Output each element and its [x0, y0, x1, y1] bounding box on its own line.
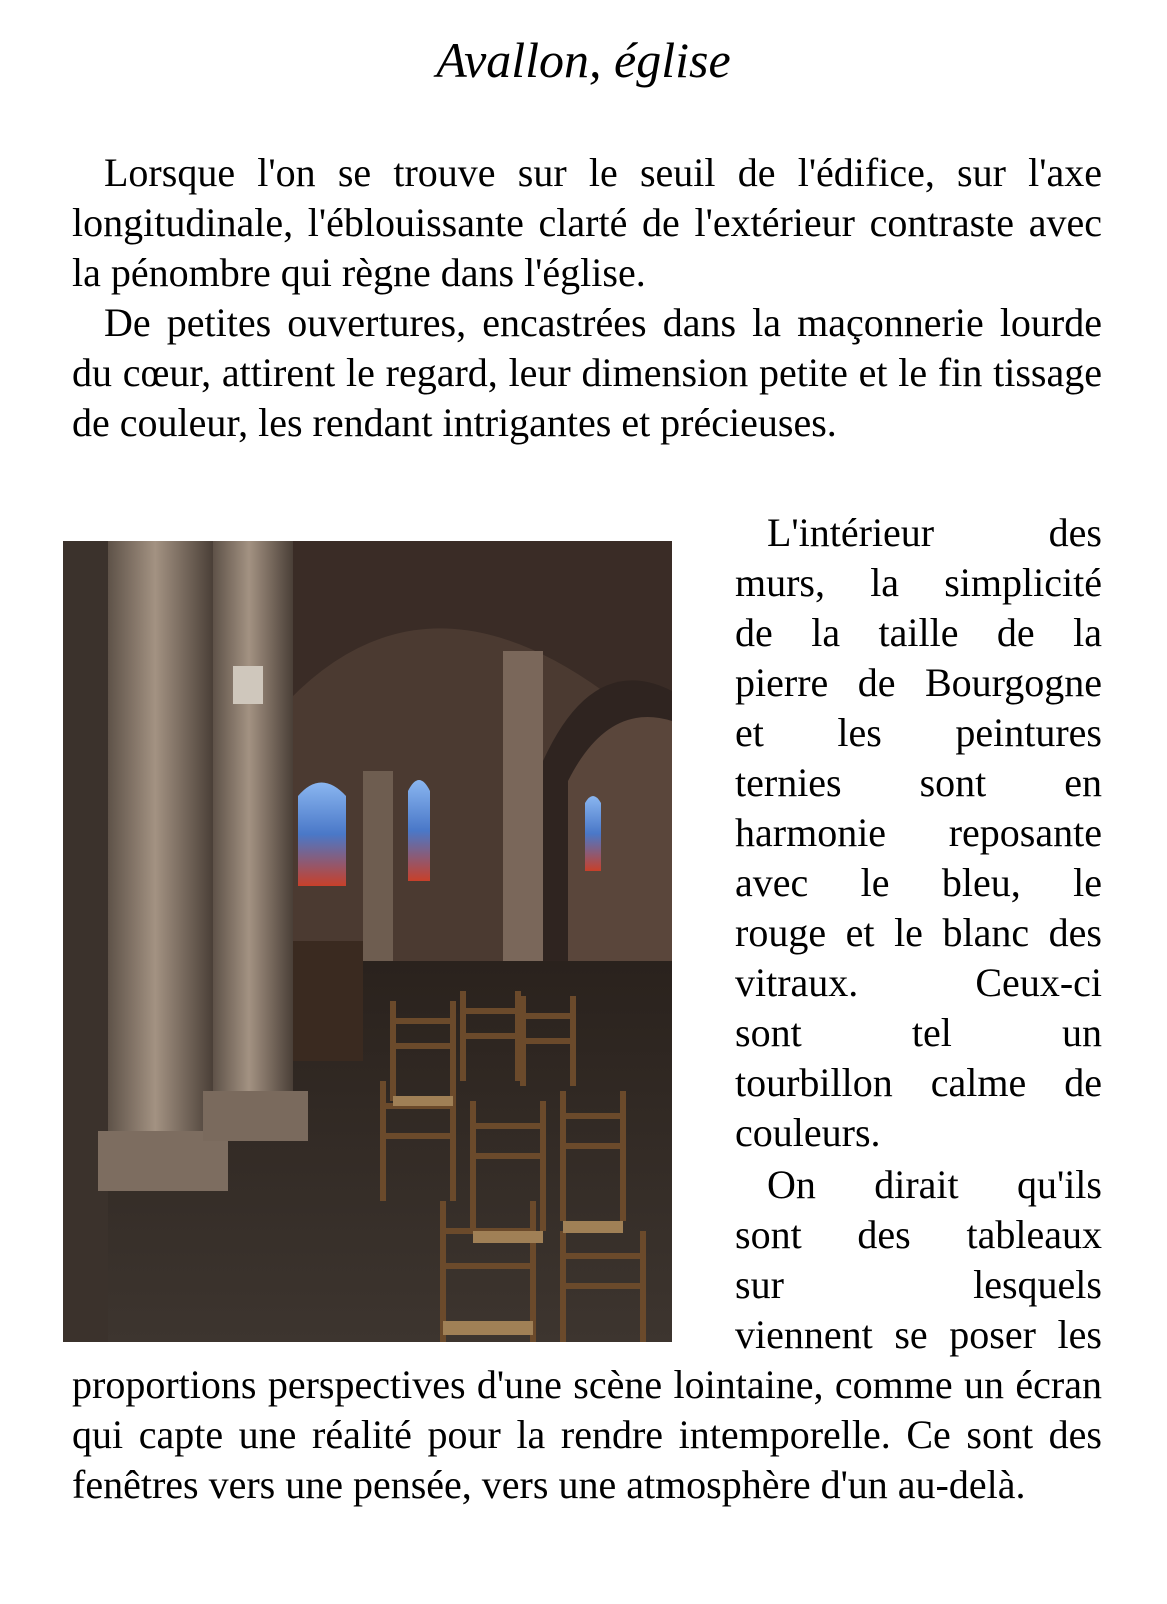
church-interior-photo — [63, 541, 672, 1342]
text-line: ternies sont en — [735, 760, 1102, 805]
text-line: sont des tableaux — [735, 1212, 1102, 1257]
text-line: L'intérieur des — [767, 510, 1102, 555]
paragraph-openings: De petites ouvertures, encastrées dans la maçonnerie lourde du cœur, attirent le regard, leur dimension petite et le fin tissage de couleur, les rendant intrigantes et précieuses. — [72, 300, 1102, 445]
text-line: et les peintures — [735, 710, 1102, 755]
text-line: pierre de Bourgogne — [735, 660, 1102, 705]
text-line: de la taille de la — [735, 610, 1102, 655]
text-line: rouge et le blanc des — [735, 910, 1102, 955]
text-line: vitraux. Ceux-ci — [735, 960, 1102, 1005]
text-line: couleurs. — [735, 1110, 881, 1155]
text-line: On dirait qu'ils — [767, 1162, 1102, 1207]
text-line: sont tel un — [735, 1010, 1102, 1055]
text-line: murs, la simplicité — [735, 560, 1102, 605]
text-line: avec le bleu, le — [735, 860, 1102, 905]
paragraph-interior — [735, 508, 1102, 1158]
page-title: Avallon, église — [436, 32, 731, 88]
text-line: viennent se poser les — [735, 1312, 1102, 1357]
photo-illustration — [63, 541, 672, 1342]
paragraph-conclusion: proportions perspectives d'une scène lointaine, comme un écran qui capte une réalité pour la rendre intemporelle. Ce sont des fenêtres vers une pensée, vers une atmosphère d'un au-delà. — [72, 1362, 1102, 1507]
text-line: sur lesquels — [735, 1262, 1102, 1307]
paragraph-tableaux — [735, 1160, 1102, 1360]
text-line: harmonie reposante — [735, 810, 1102, 855]
paragraph-intro: Lorsque l'on se trouve sur le seuil de l'édifice, sur l'axe longitudinale, l'éblouissante clarté de l'extérieur contraste avec la pénombre qui règne dans l'église. — [72, 150, 1102, 295]
text-line: tourbillon calme de — [735, 1060, 1102, 1105]
